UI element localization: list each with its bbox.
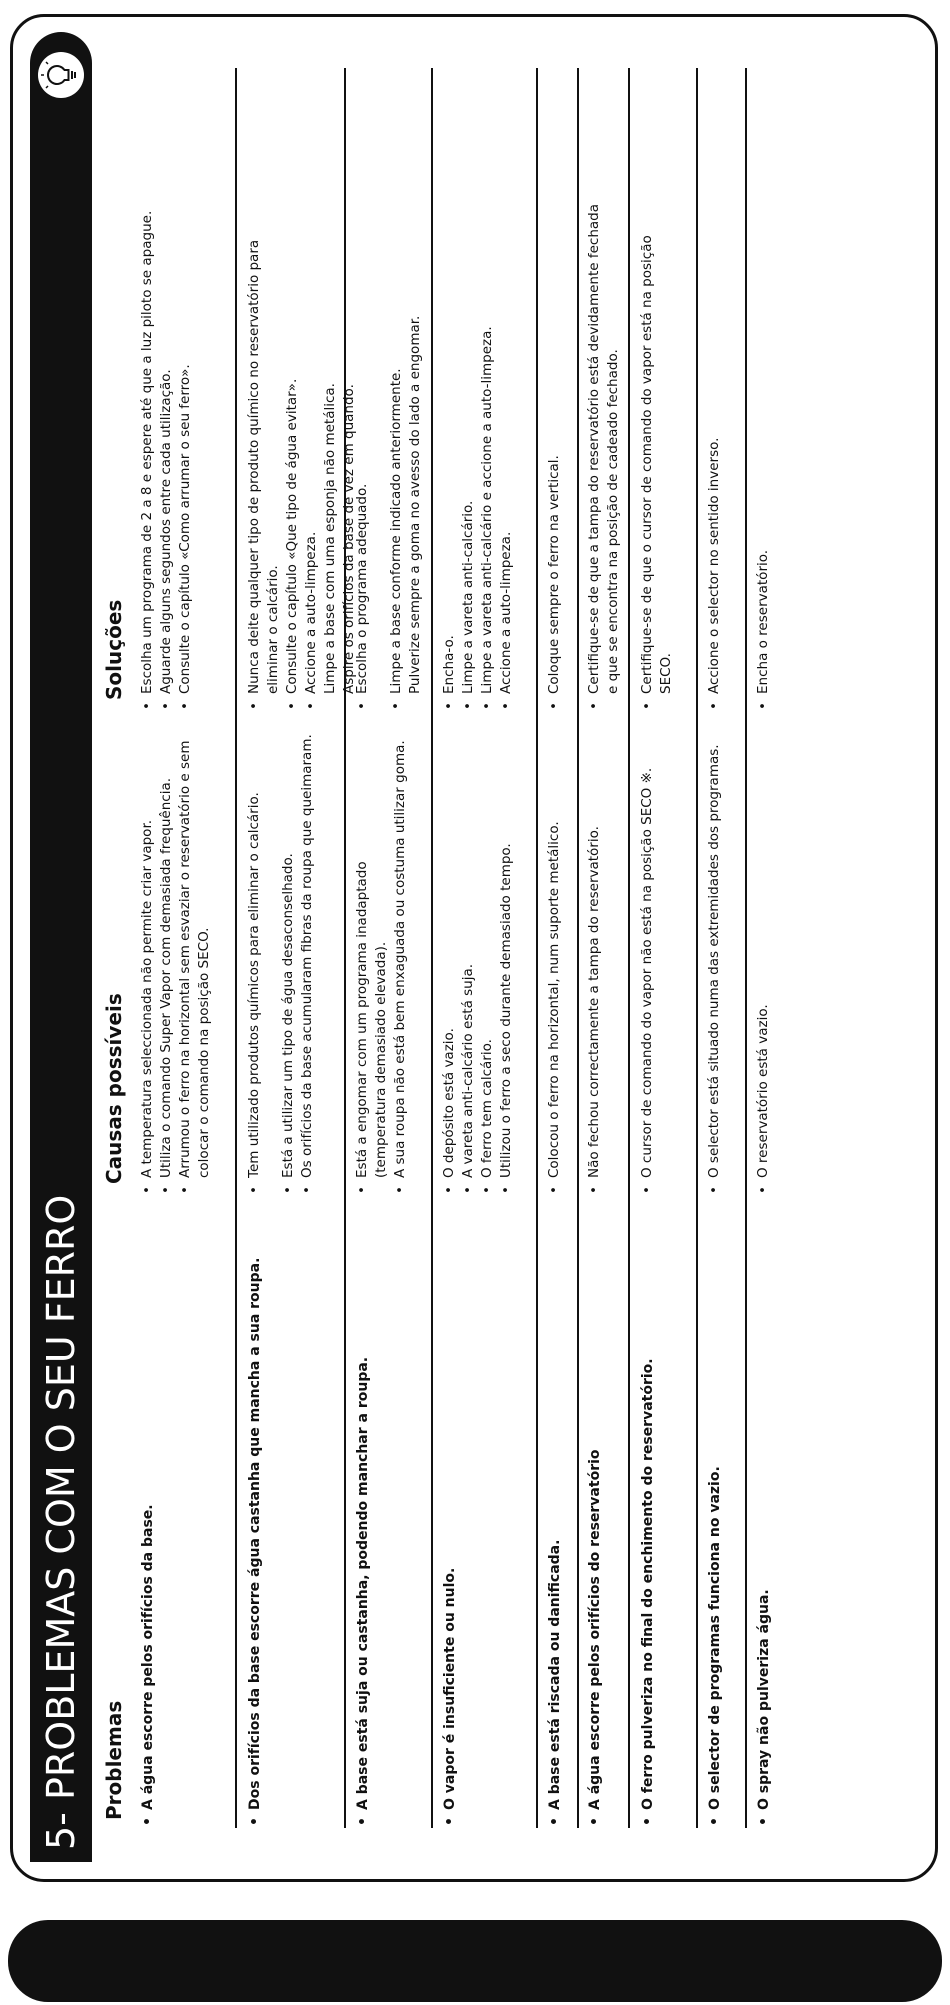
list-item: • Encha-o. [440,52,459,712]
problem-label: • O vapor é insuficiente ou nulo. [440,1208,460,1828]
list-item: • Está a engomar com um programa inadaptado [353,676,372,1196]
list-item: • Aguarde alguns segundos entre cada utilização. [157,52,176,712]
list-item: • Limpe a vareta anti-calcário e accione a auto-limpeza. [478,52,497,712]
problem-label: • A base está riscada ou danificada. [545,1208,565,1828]
list-item: • Escolha um programa de 2 a 8 e espere até que a luz piloto se apague. [138,52,157,712]
causes-cell [638,676,657,1196]
header-solutions: Soluções [102,599,126,700]
row-divider [344,68,346,1828]
list-item: • Colocou o ferro na horizontal, num suporte metálico. [545,676,564,1196]
list-item: • O reservatório está vazio. [754,676,773,1196]
causes-cell [545,676,564,1196]
row-divider [696,68,698,1828]
problem-label: • A água escorre pelos orifícios da base. [138,1208,158,1828]
list-item: Aspire os orifícios da base de vez em quando. [341,384,357,694]
solutions-cell [585,52,623,712]
row-divider [536,68,538,1828]
title-bar [30,32,92,1862]
list-item: • A sua roupa não está bem enxaguada ou costuma utilizar goma. [391,676,410,1196]
list-item: • O depósito está vazio. [440,676,459,1196]
problem-label: • Dos orifícios da base escorre água castanha que mancha a sua roupa. [245,1208,265,1828]
problem-label: • O spray não pulveriza água. [754,1208,774,1828]
list-item: colocar o comando na posição SECO. [196,927,212,1178]
list-item: • A temperatura seleccionada não permite criar vapor. [138,676,157,1196]
list-item: • Coloque sempre o ferro na vertical. [545,52,564,712]
list-item: (temperatura demasiado elevada). [373,941,389,1178]
row-divider [431,68,433,1828]
list-item: • Encha o reservatório. [754,52,773,712]
list-item: • Utilizou o ferro a seco durante demasiado tempo. [497,676,516,1196]
list-item: e que se encontra na posição de cadeado fechado. [605,349,621,694]
problem-text [353,1208,373,1828]
header-causes: Causas possíveis [102,993,126,1184]
list-item: • Certifique-se de que a tampa do reservatório está devidamente fechada [585,52,604,712]
problem-text [754,1208,774,1828]
list-item: • Certifique-se de que o cursor de comando do vapor está na posição [638,52,657,712]
problem-text [440,1208,460,1828]
problem-text [245,1208,265,1828]
list-item: • Nunca deite qualquer tipo de produto químico no reservatório para [245,52,264,712]
row-divider [235,68,237,1828]
list-item: • O ferro tem calcário. [478,676,497,1196]
list-item: • Consulte o capítulo «Que tipo de água evitar». [283,52,302,712]
solutions-cell [545,52,564,712]
causes-cell [705,676,724,1196]
list-item: • Utiliza o comando Super Vapor com demasiada frequência. [157,676,176,1196]
list-item: • Os orifícios da base acumularam fibras da roupa que queimaram. [298,676,317,1196]
problem-text [545,1208,565,1828]
list-item: • Limpe a base conforme indicado anteriormente. [387,52,406,712]
header-problems: Problemas [102,1700,126,1820]
problem-label: • A base está suja ou castanha, podendo manchar a roupa. [353,1208,373,1828]
list-item: • Arrumou o ferro na horizontal sem esvaziar o reservatório e sem [176,676,195,1196]
solutions-cell [138,52,195,712]
solutions-cell [638,52,676,712]
causes-cell [440,676,516,1196]
list-item: Pulverize sempre a goma no avesso do lado a engomar. [407,315,423,694]
problem-text [638,1208,658,1828]
list-item: • Não fechou correctamente a tampa do reservatório. [585,676,604,1196]
rotated-content [30,32,930,1862]
problem-label: • O ferro pulveriza no final do enchimento do reservatório. [638,1208,658,1828]
problem-text [138,1208,158,1828]
list-item: • Escolha o programa adequado. [353,52,372,712]
problem-label: • O selector de programas funciona no vazio. [705,1208,725,1828]
problem-text [705,1208,725,1828]
solutions-cell [440,52,516,712]
causes-cell [585,676,604,1196]
list-item: • A vareta anti-calcário está suja. [459,676,478,1196]
solutions-cell [754,52,773,712]
list-item: • O cursor de comando do vapor não está na posição SECO ※. [638,676,657,1196]
page-title: 5- PROBLEMAS COM O SEU FERRO [39,1194,83,1850]
solutions-cell [353,52,425,712]
list-item: • Limpe a vareta anti-calcário. [459,52,478,712]
causes-cell [245,676,317,1196]
lightbulb-icon [36,50,86,100]
problem-label: • A água escorre pelos orifícios do reservatório [585,1208,605,1828]
row-divider [745,68,747,1828]
problem-text [585,1208,605,1828]
list-item: • Accione a auto-limpeza. [497,52,516,712]
list-item: • Tem utilizado produtos químicos para eliminar o calcário. [245,676,264,1196]
footer-band [8,1920,942,2002]
row-divider [628,68,630,1828]
list-item: • Accione a auto-limpeza. [302,52,321,712]
list-item: • Consulte o capítulo «Como arrumar o seu ferro». [176,52,195,712]
list-item: eliminar o calcário. [265,565,281,694]
list-item: • Está a utilizar um tipo de água desaconselhado. [279,676,298,1196]
causes-cell [138,676,214,1196]
causes-cell [754,676,773,1196]
list-item: • Accione o selector no sentido inverso. [705,52,724,712]
list-item: • O selector está situado numa das extremidades dos programas. [705,676,724,1196]
row-divider [577,68,579,1828]
solutions-cell [705,52,724,712]
list-item: Limpe a base com uma esponja não metálica. [322,383,338,694]
solutions-cell [245,52,359,712]
list-item: SECO. [658,653,674,694]
causes-cell [353,676,410,1196]
